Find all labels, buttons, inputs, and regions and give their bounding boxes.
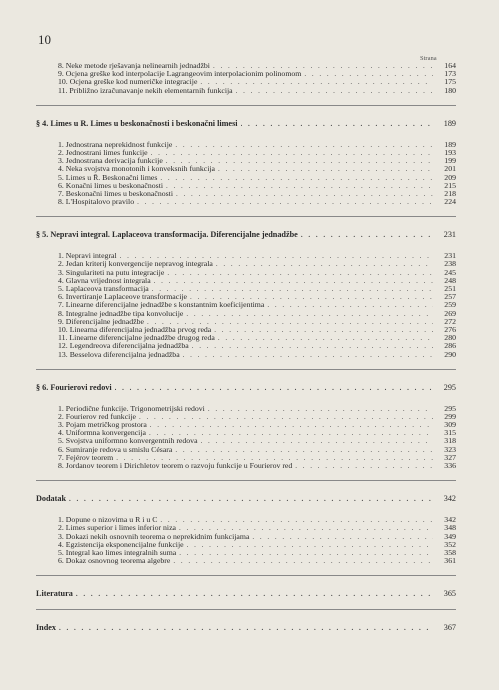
toc-section xyxy=(36,495,456,504)
toc-item-page: 348 xyxy=(444,523,456,533)
toc-item-label: 6. Dokaz osnovnog teorema algebre xyxy=(58,556,171,566)
toc-item-label: 5. Limes u R̄. Beskonačni limes xyxy=(58,172,158,182)
toc-item-label: 9. Ocjena greške kod interpolacije Lagrangeovim interpolacionim polinomom xyxy=(58,69,302,79)
section-heading xyxy=(36,590,456,599)
strana-label: Strana xyxy=(420,55,437,62)
toc-item xyxy=(36,462,456,470)
section-divider xyxy=(36,369,456,370)
dot-leader xyxy=(69,496,433,503)
section-heading xyxy=(36,120,456,129)
toc-item-label: 1. Dopune o nizovima u R i u C xyxy=(58,515,158,525)
dot-leader xyxy=(115,385,433,392)
toc-item-page: 199 xyxy=(444,156,456,166)
dot-leader xyxy=(304,71,433,78)
section-heading-label: Dodatak xyxy=(36,494,67,504)
dot-leader xyxy=(76,591,433,598)
toc-item-page: 257 xyxy=(444,292,456,302)
section-heading-page: 295 xyxy=(443,382,456,392)
toc-tail xyxy=(36,575,456,633)
dot-leader xyxy=(173,558,433,565)
section-divider xyxy=(36,216,456,217)
dot-leader xyxy=(267,302,433,309)
section-heading-page: 231 xyxy=(443,230,456,240)
toc-item-label: 5. Svojstva uniformno konvergentnih redova xyxy=(58,436,198,446)
section-heading-label: § 5. Nepravi integral. Laplaceova transformacija. Diferencijalne jednadžbe xyxy=(36,230,298,240)
intro-items xyxy=(36,62,456,95)
toc-item-label: 3. Singulariteti na putu integracije xyxy=(58,267,165,277)
toc-item-label: 1. Nepravi integral xyxy=(58,251,117,261)
dot-leader xyxy=(201,438,433,445)
toc-item-label: 13. Besselova diferencijalna jednadžba xyxy=(58,349,180,359)
page-number: 10 xyxy=(38,32,51,47)
toc-item-page: 336 xyxy=(444,461,456,470)
toc-item-page: 201 xyxy=(444,164,456,174)
toc-item-label: 3. Jednostrana derivacija funkcije xyxy=(58,156,163,166)
dot-leader xyxy=(214,327,433,334)
toc-item xyxy=(36,351,456,359)
toc-item-label: 5. Integral kao limes integralnih suma xyxy=(58,547,177,557)
toc-item-page: 259 xyxy=(444,300,456,310)
toc-item-page: 238 xyxy=(444,259,456,269)
toc-item-page: 309 xyxy=(444,420,456,430)
toc-item-label: 8. Integralne jednadžbe tipa konvolucije xyxy=(58,308,184,318)
toc-item-page: 193 xyxy=(444,147,456,157)
dot-leader xyxy=(218,166,433,173)
toc-item-page: 361 xyxy=(444,556,456,566)
toc-section xyxy=(36,120,456,129)
toc-item-label: 11. Linearne diferencijalne jednadžbe drugog reda xyxy=(58,333,215,343)
dot-leader xyxy=(186,311,433,318)
dot-leader xyxy=(139,414,433,421)
section-heading xyxy=(36,384,456,393)
section-heading-label: § 6. Fourierovi redovi xyxy=(36,382,112,392)
section-divider xyxy=(36,105,456,106)
section-heading xyxy=(36,624,456,633)
dot-leader xyxy=(59,625,433,632)
toc-item-page: 318 xyxy=(444,436,456,446)
dot-leader xyxy=(167,270,433,277)
toc-item xyxy=(36,87,456,95)
dot-leader xyxy=(151,150,433,157)
toc-item-label: 2. Limes superior i limes inferior niza xyxy=(58,523,177,533)
dot-leader xyxy=(216,261,433,268)
toc-item-page: 251 xyxy=(444,284,456,293)
toc-item-label: 4. Neka svojstva monotonih i konveksnih funkcija xyxy=(58,164,215,174)
toc-item-label: 7. Linearne diferencijalne jednadžbe s konstantnim koeficijentima xyxy=(58,300,265,310)
toc-item-page: 327 xyxy=(444,452,456,462)
toc-item xyxy=(36,198,456,206)
dot-leader xyxy=(187,542,433,549)
toc-item-page: 290 xyxy=(444,349,456,359)
toc-item-label: 4. Egzistencija eksponencijalne funkcije xyxy=(58,539,184,549)
dot-leader xyxy=(175,142,433,149)
section-heading-page: 365 xyxy=(443,589,456,599)
toc-item-page: 323 xyxy=(444,444,456,454)
toc-item-page: 280 xyxy=(444,333,456,343)
toc-item-label: 6. Konačni limes u beskonačnosti xyxy=(58,180,164,190)
toc-item-page: 209 xyxy=(444,172,456,182)
toc-item-page: 173 xyxy=(444,69,456,79)
toc-sections xyxy=(36,105,456,566)
toc-item-page: 295 xyxy=(444,403,456,413)
toc-section xyxy=(36,590,456,599)
dot-leader xyxy=(241,121,433,128)
toc-item-label: 8. Neke metode rješavanja nelinearnih jednadžbi xyxy=(58,61,210,70)
dot-leader xyxy=(160,517,433,524)
toc-item-label: 10. Linearna diferencijalna jednadžba prvog reda xyxy=(58,324,212,334)
section-divider xyxy=(36,575,456,576)
toc-item-page: 224 xyxy=(444,197,456,207)
toc-item-label: 2. Jednostrani limes funkcije xyxy=(58,147,148,157)
dot-leader xyxy=(208,406,433,413)
toc-item-label: 7. Beskonačni limes u beskonačnosti xyxy=(58,188,173,198)
toc-section xyxy=(36,231,456,240)
toc-item-page: 175 xyxy=(444,77,456,87)
dot-leader xyxy=(152,286,433,293)
toc-item-label: 7. Fejérov teorem xyxy=(58,452,114,462)
toc-item-label: 5. Laplaceova transformacija xyxy=(58,284,149,293)
section-heading-label: Index xyxy=(36,623,57,633)
dot-leader xyxy=(295,463,433,470)
toc-item-page: 248 xyxy=(444,275,456,285)
dot-leader xyxy=(166,183,433,190)
table-of-contents xyxy=(36,62,456,639)
dot-leader xyxy=(192,343,433,350)
section-heading-page: 342 xyxy=(443,494,456,504)
toc-item-page: 215 xyxy=(444,180,456,190)
toc-item-page: 272 xyxy=(444,316,456,326)
dot-leader xyxy=(183,352,433,359)
toc-item-page: 231 xyxy=(444,251,456,261)
toc-item-label: 6. Sumiranje redova u smislu Césara xyxy=(58,444,173,454)
toc-item-page: 269 xyxy=(444,308,456,318)
section-divider xyxy=(36,609,456,610)
toc-item-label: 11. Približno izračunavanje nekih elementarnih funkcija xyxy=(58,85,233,95)
toc-item-label: 8. L'Hospitalovo pravilo xyxy=(58,197,135,207)
toc-section xyxy=(36,384,456,393)
toc-item-page: 180 xyxy=(444,85,456,95)
toc-item-page: 315 xyxy=(444,428,456,438)
dot-leader xyxy=(200,79,433,86)
toc-item-page: 349 xyxy=(444,531,456,541)
section-heading-label: Literatura xyxy=(36,589,73,599)
toc-item-page: 358 xyxy=(444,547,456,557)
toc-item-label: 10. Ocjena greške kod numeričke integracije xyxy=(58,77,198,87)
dot-leader xyxy=(150,422,433,429)
dot-leader xyxy=(137,199,433,206)
toc-item-label: 3. Dokazi nekih osnovnih teorema o neprekidnim funkcijama xyxy=(58,531,250,541)
toc-item-page: 342 xyxy=(444,515,456,525)
toc-item-page: 352 xyxy=(444,539,456,549)
dot-leader xyxy=(236,88,433,95)
toc-item-label: 1. Periodične funkcije. Trigonometrijski redovi xyxy=(58,403,205,413)
section-heading xyxy=(36,495,456,504)
toc-item-page: 276 xyxy=(444,324,456,334)
toc-item xyxy=(36,557,456,565)
toc-item-label: 3. Pojam metričkog prostora xyxy=(58,420,147,430)
section-divider xyxy=(36,480,456,481)
toc-item-page: 189 xyxy=(444,139,456,149)
toc-item-label: 4. Glavna vrijednost integrala xyxy=(58,275,151,285)
dot-leader xyxy=(301,232,433,239)
dot-leader xyxy=(252,534,433,541)
dot-leader xyxy=(179,550,433,557)
toc-item-label: 12. Legendreova diferencijalna jednadžba xyxy=(58,341,189,351)
toc-item-label: 4. Uniformna konvergencija xyxy=(58,428,146,438)
toc-item-page: 218 xyxy=(444,188,456,198)
toc-item-label: 9. Diferencijalne jednadžbe xyxy=(58,316,144,326)
toc-section xyxy=(36,624,456,633)
toc-item-page: 286 xyxy=(444,341,456,351)
toc-item-label: 6. Invertiranje Laplaceove transformacije xyxy=(58,292,188,302)
dot-leader xyxy=(175,447,433,454)
toc-item-page: 299 xyxy=(444,411,456,421)
dot-leader xyxy=(160,175,433,182)
section-heading-page: 367 xyxy=(443,623,456,633)
section-heading xyxy=(36,231,456,240)
section-heading-page: 189 xyxy=(443,118,456,128)
toc-item-label: 2. Fourierov red funkcije xyxy=(58,411,136,421)
toc-item-page: 245 xyxy=(444,267,456,277)
toc-item-label: 1. Jednostrana neprekidnost funkcije xyxy=(58,139,173,149)
toc-item-page: 164 xyxy=(444,61,456,70)
toc-item-label: 2. Jedan kriterij konvergencije nepravog integrala xyxy=(58,259,213,269)
toc-item-label: 8. Jordanov teorem i Dirichletov teorem o razvoju funkcije u Fourierov red xyxy=(58,461,293,470)
dot-leader xyxy=(218,335,433,342)
section-heading-label: § 4. Limes u R. Limes u beskonačnosti i beskonačni limesi xyxy=(36,118,238,128)
dot-leader xyxy=(154,278,433,285)
dot-leader xyxy=(176,191,433,198)
